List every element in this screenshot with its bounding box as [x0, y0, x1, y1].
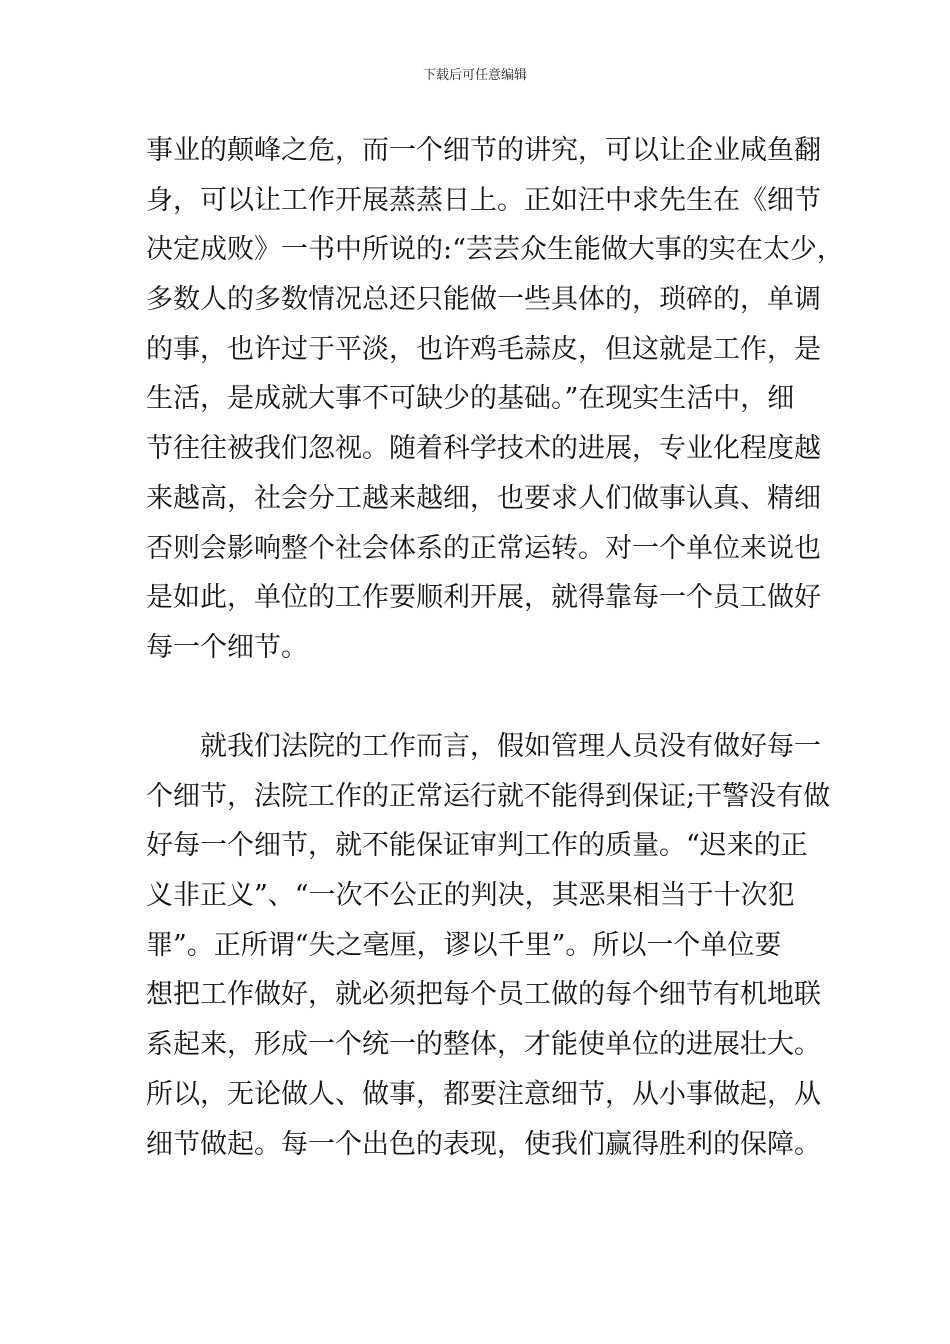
- paragraph-line: 否则会影响整个社会体系的正常运转。对一个单位来说也: [146, 532, 821, 564]
- paragraph-line: 罪”。正所谓“失之毫厘，谬以千里”。所以一个单位要: [146, 929, 782, 961]
- paragraph-line: 义非正义”、“一次不公正的判决，其恶果相当于十次犯: [146, 880, 795, 912]
- paragraph-line: 系起来，形成一个统一的整体，才能使单位的进展壮大。: [146, 1029, 821, 1061]
- paragraph-line: 想把工作做好，就必须把每个员工做的每个细节有机地联: [146, 979, 821, 1011]
- paragraph-line: 好每一个细节，就不能保证审判工作的质量。“迟来的正: [146, 830, 808, 862]
- page-header: 下载后可任意编辑: [422, 68, 527, 83]
- paragraph-line: 是如此，单位的工作要顺利开展，就得靠每一个员工做好: [146, 582, 821, 614]
- paragraph-line: 所以，无论做人、做事，都要注意细节，从小事做起，从: [146, 1078, 821, 1110]
- paragraph-line: 节往往被我们忽视。随着科学技术的进展，专业化程度越: [146, 433, 821, 465]
- paragraph-line: 细节做起。每一个出色的表现，使我们赢得胜利的保障。: [146, 1128, 821, 1160]
- paragraph-line: 事业的颠峰之危，而一个细节的讲究，可以让企业咸鱼翻: [146, 135, 821, 166]
- paragraph-line: 多数人的多数情况总还只能做一些具体的，琐碎的，单调: [146, 284, 821, 316]
- paragraph-line: 决定成败》一书中所说的:“芸芸众生能做大事的实在太少，: [146, 234, 844, 266]
- paragraph-line: 个细节，法院工作的正常运行就不能得到保证;干警没有做: [146, 780, 831, 812]
- paragraph-2: [146, 722, 831, 1169]
- paragraph-1: [146, 126, 844, 673]
- paragraph-line: 就我们法院的工作而言，假如管理人员没有做好每一: [146, 731, 821, 762]
- paragraph-line: 每一个细节。: [146, 631, 308, 663]
- paragraph-line: 生活，是成就大事不可缺少的基础。”在现实生活中，细: [146, 383, 795, 415]
- paragraph-line: 的事，也许过于平淡，也许鸡毛蒜皮，但这就是工作，是: [146, 333, 821, 365]
- paragraph-line: 身，可以让工作开展蒸蒸日上。正如汪中求先生在《细节: [146, 184, 821, 216]
- paragraph-line: 来越高，社会分工越来越细，也要求人们做事认真、精细: [146, 482, 821, 514]
